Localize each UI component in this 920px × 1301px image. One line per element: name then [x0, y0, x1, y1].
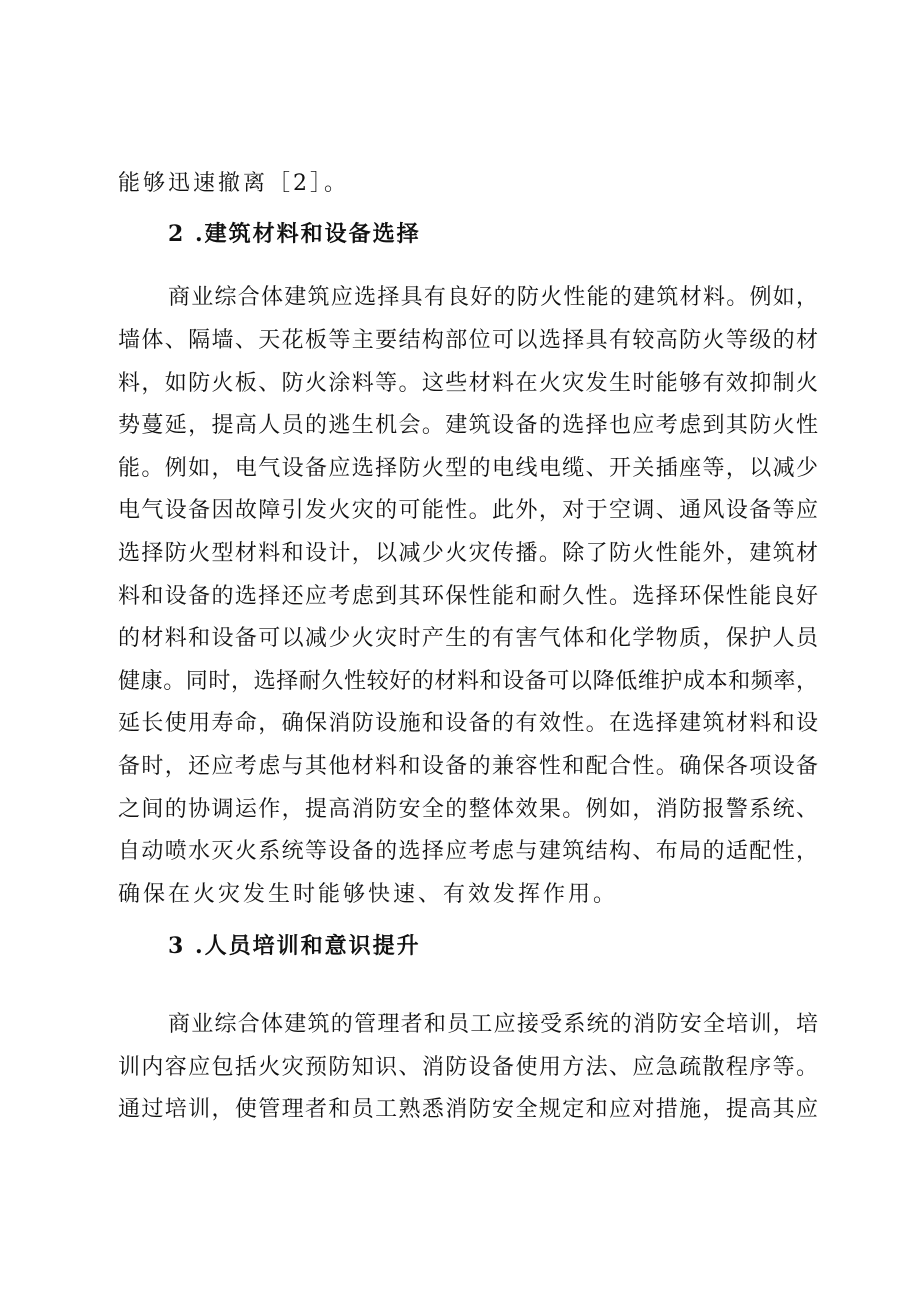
section-2-paragraph-line: 之间的协调运作，提高消防安全的整体效果。例如，消防报警系统、 — [118, 797, 818, 822]
section-2-paragraph-line: 势蔓延，提高人员的逃生机会。建筑设备的选择也应考虑到其防火性 — [118, 413, 818, 438]
section-2-paragraph-line: 选择防火型材料和设计，以减少火灾传播。除了防火性能外，建筑材 — [118, 541, 818, 566]
intro-tail-line: 能够迅速撤离［2］。 — [118, 171, 349, 196]
section-3-paragraph-line: 通过培训，使管理者和员工熟悉消防安全规定和应对措施，提高其应 — [118, 1097, 818, 1122]
section-2-paragraph-line: 料和设备的选择还应考虑到其环保性能和耐久性。选择环保性能良好 — [118, 584, 818, 609]
section-2-paragraph-line: 料，如防火板、防火涂料等。这些材料在火灾发生时能够有效抑制火 — [118, 371, 818, 396]
section-2-heading: 2 .建筑材料和设备选择 — [168, 221, 421, 247]
section-2-paragraph-line: 墙体、隔墙、天花板等主要结构部位可以选择具有较高防火等级的材 — [118, 328, 818, 353]
section-2-paragraph-line: 能。例如，电气设备应选择防火型的电线电缆、开关插座等，以减少 — [118, 456, 818, 481]
section-3-paragraph-line: 训内容应包括火灾预防知识、消防设备使用方法、应急疏散程序等。 — [118, 1055, 818, 1080]
section-2-paragraph-line: 备时，还应考虑与其他材料和设备的兼容性和配合性。确保各项设备 — [118, 754, 818, 779]
section-2-paragraph-line: 健康。同时，选择耐久性较好的材料和设备可以降低维护成本和频率， — [118, 669, 818, 694]
section-2-paragraph-line: 电气设备因故障引发火灾的可能性。此外，对于空调、通风设备等应 — [118, 498, 818, 523]
section-3-heading: 3 .人员培训和意识提升 — [168, 933, 421, 959]
section-2-paragraph-line: 延长使用寿命，确保消防设施和设备的有效性。在选择建筑材料和设 — [118, 711, 818, 736]
section-2-paragraph-line: 的材料和设备可以减少火灾时产生的有害气体和化学物质，保护人员 — [118, 626, 818, 651]
section-2-paragraph-line: 商业综合体建筑应选择具有良好的防火性能的建筑材料。例如， — [168, 285, 818, 310]
section-2-paragraph-line: 自动喷水灭火系统等设备的选择应考虑与建筑结构、布局的适配性， — [118, 839, 818, 864]
section-2-paragraph-line: 确保在火灾发生时能够快速、有效发挥作用。 — [118, 882, 619, 907]
section-3-paragraph-line: 商业综合体建筑的管理者和员工应接受系统的消防安全培训，培 — [168, 1012, 818, 1037]
